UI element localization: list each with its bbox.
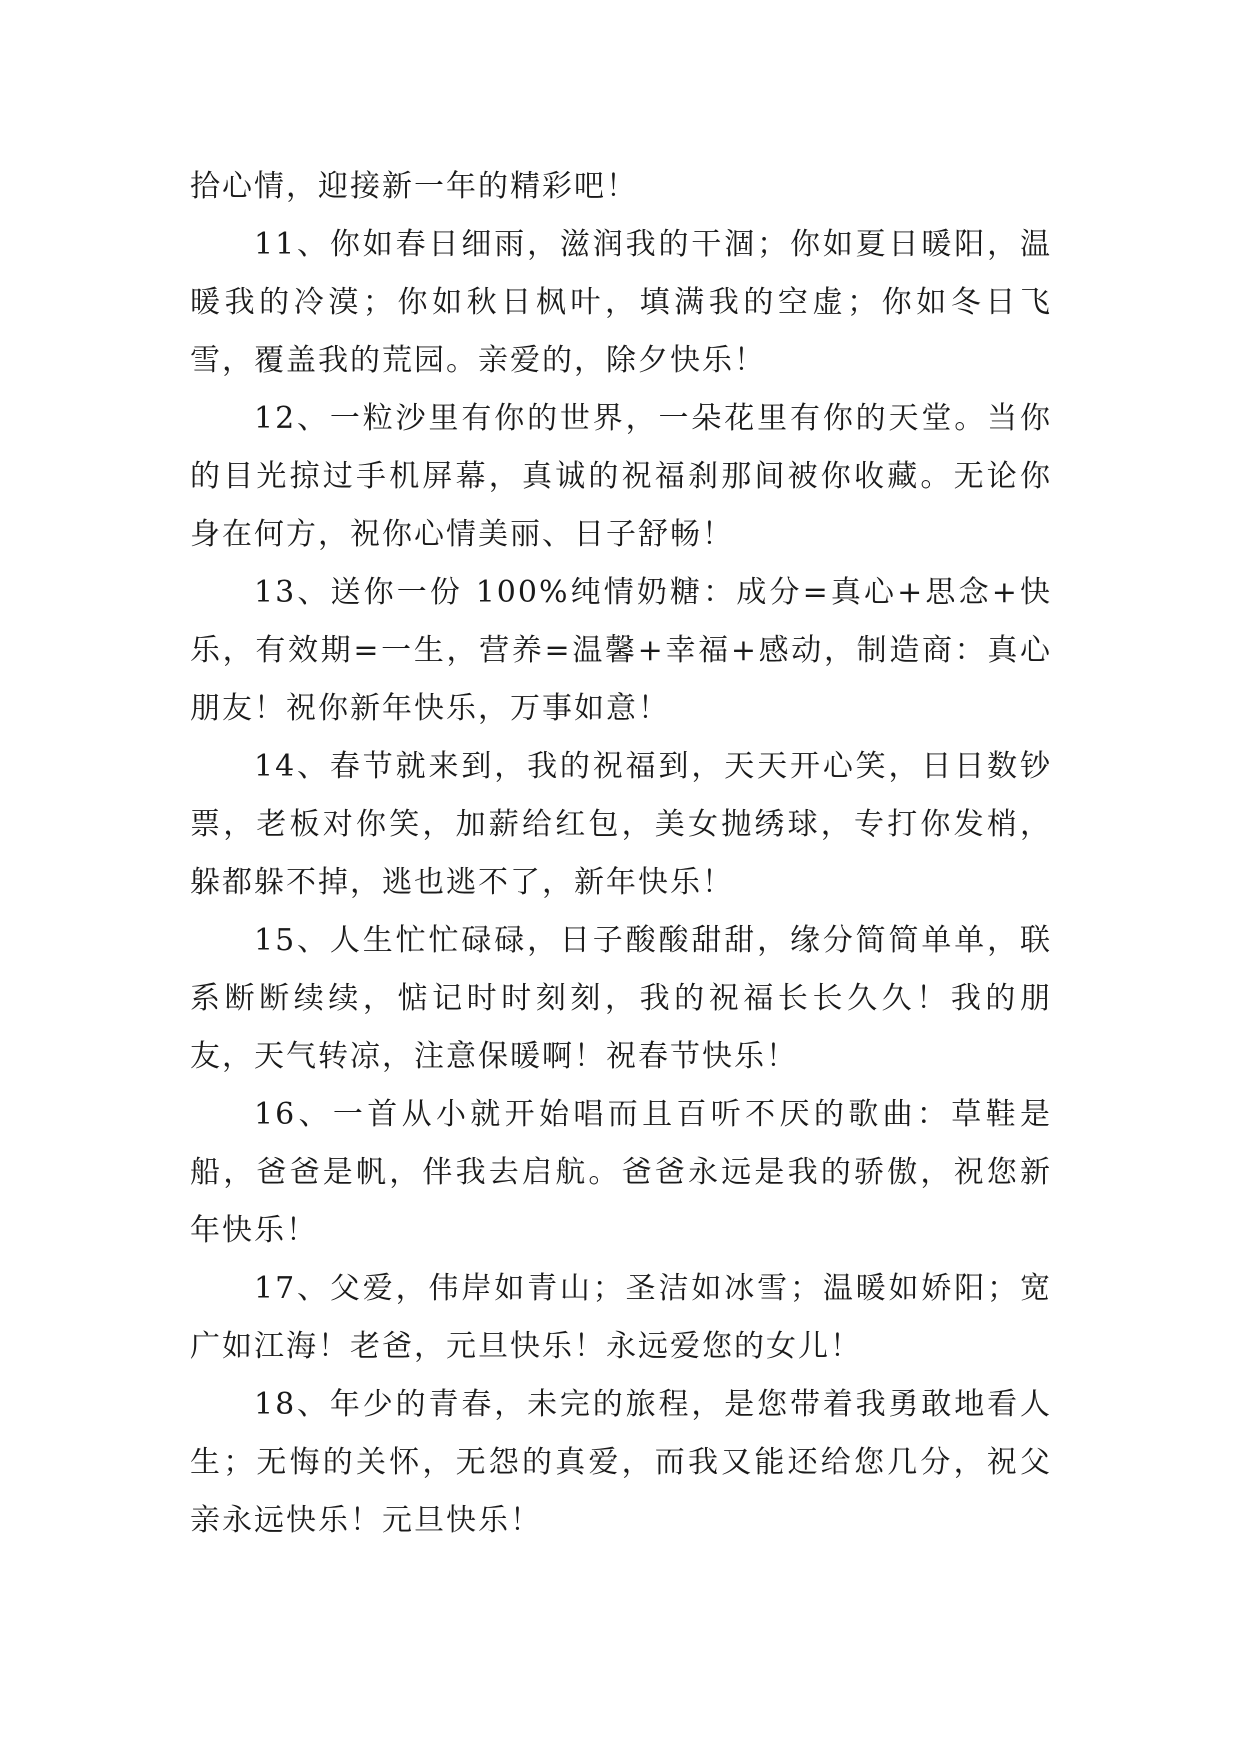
paragraph-16: 16、一首从小就开始唱而且百听不厌的歌曲：草鞋是船，爸爸是帆，伴我去启航。爸爸永远是我的骄傲，祝您新年快乐！ <box>190 1097 1052 1248</box>
paragraph-13: 13、送你一份 100%纯情奶糖：成分=真心+思念+快乐，有效期=一生，营养=温馨+幸福+感动，制造商：真心朋友！祝你新年快乐，万事如意！ <box>190 575 1052 726</box>
paragraph-17: 17、父爱，伟岸如青山；圣洁如冰雪；温暖如娇阳；宽广如江海！老爸，元旦快乐！永远爱您的女儿！ <box>190 1271 1052 1364</box>
paragraph-12: 12、一粒沙里有你的世界，一朵花里有你的天堂。当你的目光掠过手机屏幕，真诚的祝福刹那间被你收藏。无论你身在何方，祝你心情美丽、日子舒畅！ <box>190 401 1052 552</box>
paragraph-18: 18、年少的青春，未完的旅程，是您带着我勇敢地看人生；无悔的关怀，无怨的真爱，而我又能还给您几分，祝父亲永远快乐！元旦快乐！ <box>190 1387 1052 1538</box>
paragraph-15: 15、人生忙忙碌碌，日子酸酸甜甜，缘分简简单单，联系断断续续，惦记时时刻刻，我的祝福长长久久！我的朋友，天气转凉，注意保暖啊！祝春节快乐！ <box>190 923 1052 1074</box>
paragraph-11: 11、你如春日细雨，滋润我的干涸；你如夏日暖阳，温暖我的冷漠；你如秋日枫叶，填满我的空虚；你如冬日飞雪，覆盖我的荒园。亲爱的，除夕快乐！ <box>190 227 1052 378</box>
paragraph-14: 14、春节就来到，我的祝福到，天天开心笑，日日数钞票，老板对你笑，加薪给红包，美女抛绣球，专打你发梢，躲都躲不掉，逃也逃不了，新年快乐！ <box>190 749 1052 900</box>
paragraph-continuation: 拾心情，迎接新一年的精彩吧！ <box>190 169 638 204</box>
document-body <box>190 158 1052 1550</box>
